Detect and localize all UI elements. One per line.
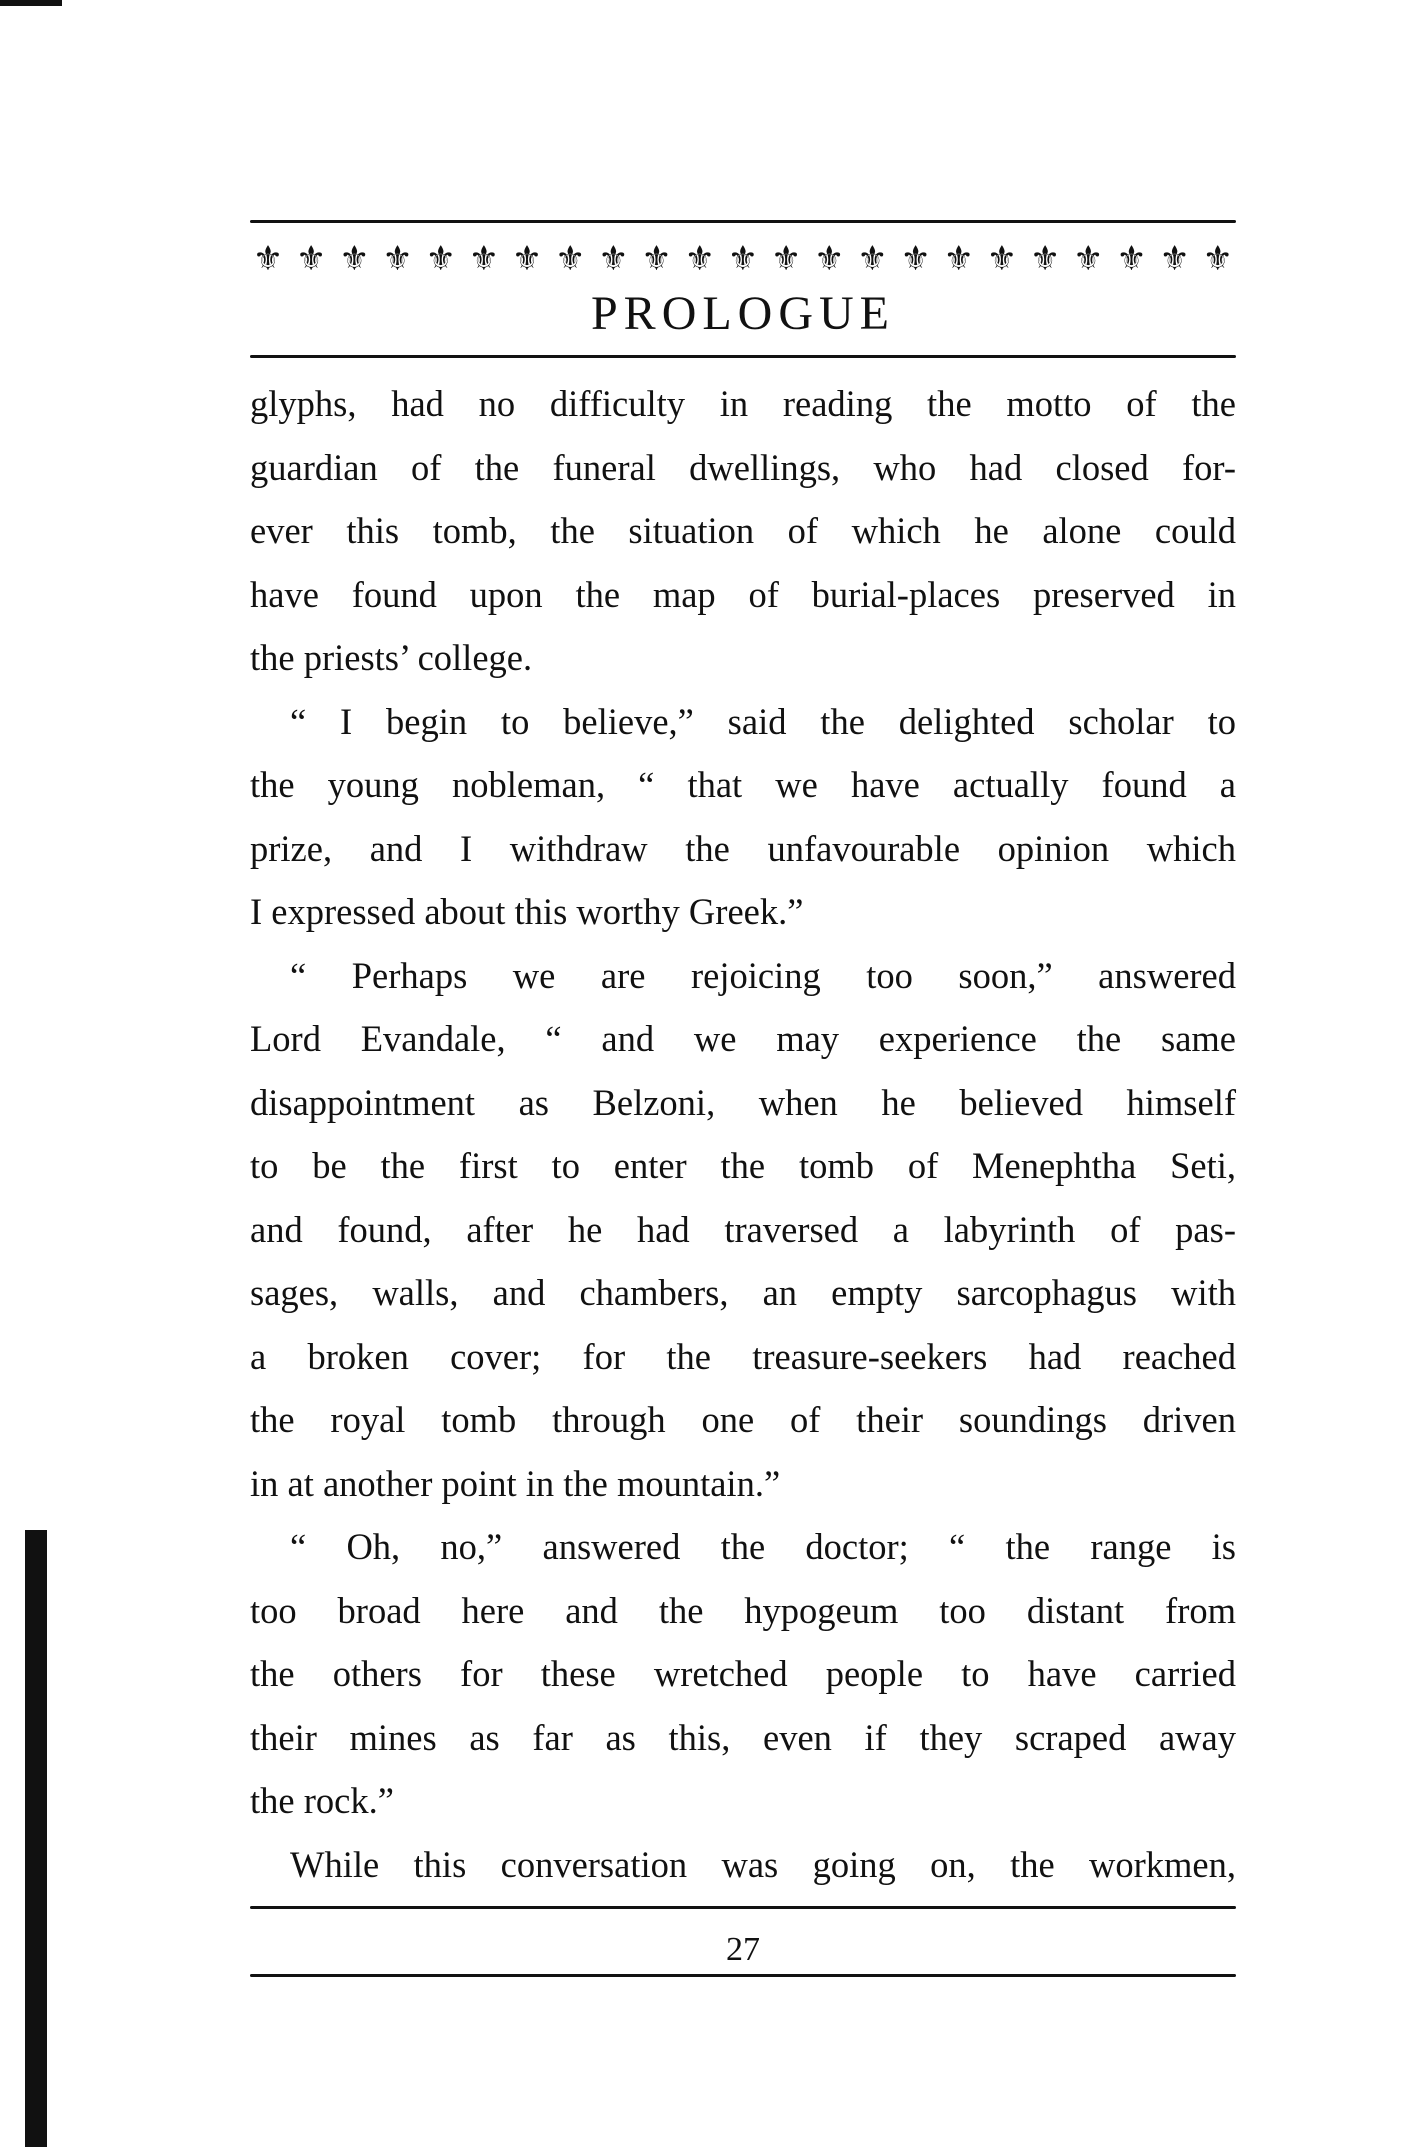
header-top-rule bbox=[250, 220, 1236, 223]
fleuron-icon: ⚜ bbox=[1202, 239, 1234, 279]
fleuron-icon: ⚜ bbox=[943, 239, 974, 279]
fleuron-icon: ⚜ bbox=[295, 239, 327, 279]
fleuron-icon: ⚜ bbox=[1029, 239, 1061, 279]
text-line: the rock.” bbox=[250, 1780, 394, 1821]
fleuron-icon: ⚜ bbox=[727, 239, 759, 279]
fleuron-icon: ⚜ bbox=[684, 239, 715, 279]
fleuron-icon: ⚜ bbox=[425, 239, 456, 279]
fleuron-ornament-row bbox=[248, 238, 1238, 280]
text-line: the young nobleman, “ that we have actually found a bbox=[250, 764, 1236, 805]
fleuron-icon: ⚜ bbox=[1073, 239, 1104, 279]
fleuron-icon: ⚜ bbox=[641, 239, 672, 279]
footer-bottom-rule bbox=[250, 1974, 1236, 1977]
footer-top-rule bbox=[250, 1906, 1236, 1909]
text-line: the royal tomb through one of their soundings driven bbox=[250, 1399, 1236, 1440]
fleuron-icon: ⚜ bbox=[554, 239, 586, 279]
text-line: to be the first to enter the tomb of Menephtha Seti, bbox=[250, 1145, 1236, 1186]
fleuron-icon: ⚜ bbox=[1159, 239, 1190, 279]
fleuron-icon: ⚜ bbox=[813, 239, 845, 279]
text-line: disappointment as Belzoni, when he believed himself bbox=[250, 1081, 1236, 1123]
body-text bbox=[250, 372, 1236, 1896]
fleuron-icon: ⚜ bbox=[857, 239, 888, 279]
text-line: sages, walls, and chambers, an empty sarcophagus with bbox=[250, 1272, 1236, 1313]
fleuron-icon: ⚜ bbox=[468, 239, 500, 279]
text-line: “ Oh, no,” answered the doctor; “ the range is bbox=[290, 1526, 1236, 1567]
text-line: Lord Evandale, “ and we may experience the same bbox=[250, 1018, 1236, 1059]
fleuron-icon: ⚜ bbox=[382, 239, 413, 279]
fleuron-icon: ⚜ bbox=[770, 239, 802, 279]
text-line: guardian of the funeral dwellings, who had closed for- bbox=[250, 446, 1236, 488]
text-line: the others for these wretched people to have carried bbox=[250, 1653, 1236, 1694]
page-title: PROLOGUE bbox=[590, 287, 895, 340]
text-line: their mines as far as this, even if they scraped away bbox=[250, 1716, 1236, 1758]
fleuron-icon: ⚜ bbox=[1116, 239, 1147, 279]
fleuron-icon: ⚜ bbox=[511, 239, 543, 279]
scan-binding-shadow bbox=[25, 1530, 47, 2147]
fleuron-icon: ⚜ bbox=[252, 239, 284, 279]
fleuron-icon: ⚜ bbox=[339, 239, 370, 279]
text-line: glyphs, had no difficulty in reading the motto of the bbox=[250, 383, 1236, 424]
text-line: in at another point in the mountain.” bbox=[250, 1462, 781, 1504]
text-line: the priests’ college. bbox=[250, 637, 533, 678]
scan-edge-mark bbox=[0, 0, 62, 6]
text-line: too broad here and the hypogeum too distant from bbox=[250, 1589, 1236, 1631]
header-bottom-rule bbox=[250, 355, 1236, 358]
text-line: ever this tomb, the situation of which he alone could bbox=[250, 510, 1236, 551]
fleuron-icon: ⚜ bbox=[900, 239, 931, 279]
fleuron-icon: ⚜ bbox=[986, 239, 1018, 279]
text-line: While this conversation was going on, the workmen, bbox=[290, 1843, 1236, 1885]
text-line: prize, and I withdraw the unfavourable opinion which bbox=[250, 827, 1236, 869]
fleuron-icon: ⚜ bbox=[598, 239, 629, 279]
page-number: 27 bbox=[726, 1931, 760, 1968]
text-line: “ I begin to believe,” said the delighted scholar to bbox=[290, 700, 1236, 742]
text-line: and found, after he had traversed a labyrinth of pas- bbox=[250, 1208, 1236, 1250]
text-line: have found upon the map of burial-places preserved in bbox=[250, 573, 1236, 615]
text-line: a broken cover; for the treasure-seekers had reached bbox=[250, 1335, 1236, 1377]
text-line: I expressed about this worthy Greek.” bbox=[250, 891, 804, 932]
text-line: “ Perhaps we are rejoicing too soon,” answered bbox=[290, 954, 1236, 996]
